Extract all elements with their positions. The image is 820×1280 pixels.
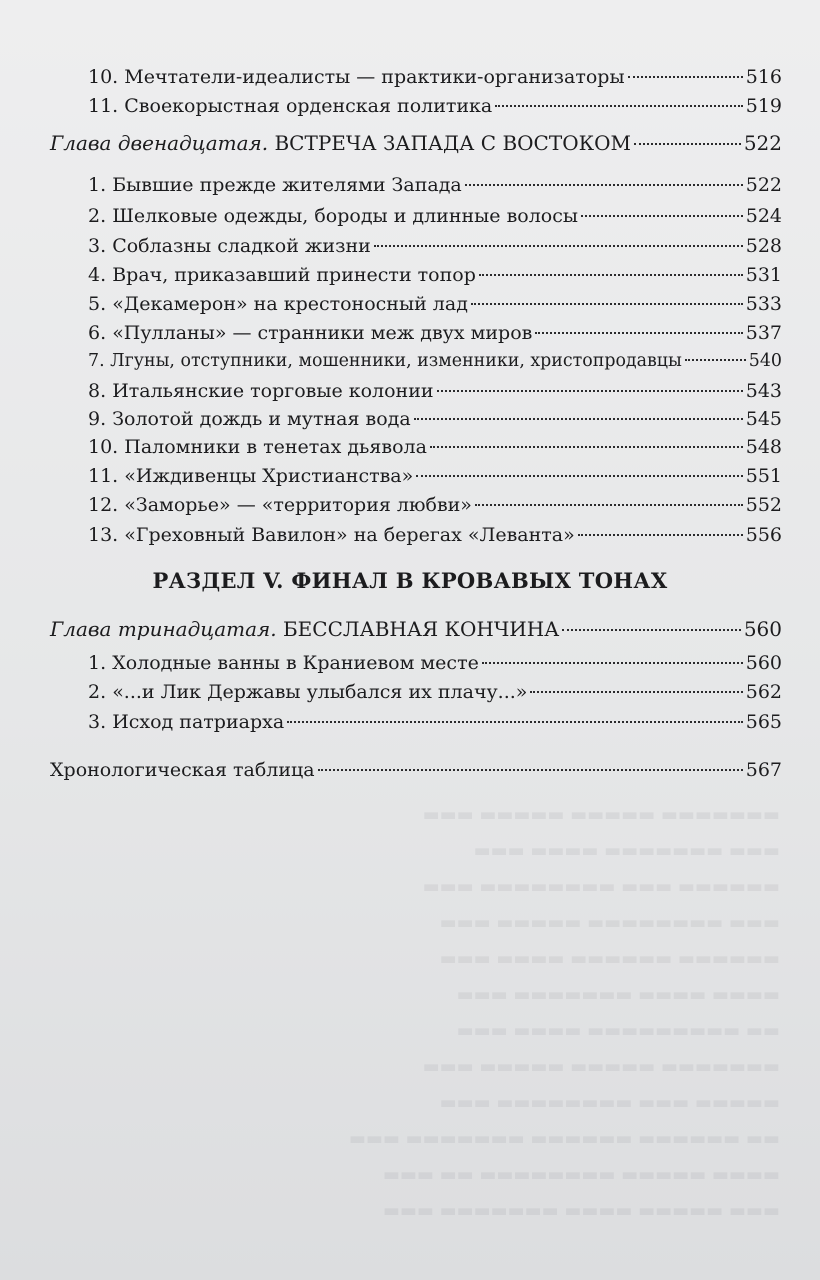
toc-entry: 10. Паломники в тенетах дьявола 548 (88, 436, 782, 458)
toc-entry: 9. Золотой дождь и мутная вода 545 (88, 408, 782, 430)
dot-leader (562, 628, 740, 631)
dot-leader (414, 417, 743, 420)
dot-leader (318, 768, 743, 771)
dot-leader (685, 358, 746, 361)
page-number: 543 (745, 380, 782, 402)
dot-leader (634, 142, 741, 145)
page-number: 533 (745, 293, 782, 315)
toc-entry: 2. «...и Лик Державы улыбался их плачу...» 562 (88, 681, 782, 703)
toc-entry: 3. Исход патриарха 565 (88, 711, 782, 733)
page-number: 560 (745, 652, 782, 674)
page-number: 548 (745, 436, 782, 458)
dot-leader (471, 302, 743, 305)
toc-entry: 1. Бывшие прежде жителями Запада 522 (88, 174, 782, 196)
dot-leader (495, 104, 742, 107)
toc-entry: 2. Шелковые одежды, бороды и длинные волосы 524 (88, 205, 782, 227)
dot-leader (475, 503, 743, 506)
page-number: 562 (745, 681, 782, 703)
page-number: 516 (745, 66, 782, 88)
toc-entry: 5. «Декамерон» на крестоносный лад 533 (88, 293, 782, 315)
dot-leader (287, 720, 743, 723)
dot-leader (530, 690, 742, 693)
toc-entry: 3. Соблазны сладкой жизни 528 (88, 235, 782, 257)
page-number: 522 (745, 174, 782, 196)
toc-entry-chronology: Хронологическая таблица 567 (50, 759, 782, 781)
page-number: 551 (745, 465, 782, 487)
page-number: 519 (745, 95, 782, 117)
dot-leader (430, 445, 743, 448)
dot-leader (479, 273, 743, 276)
dot-leader (416, 474, 742, 477)
toc-entry: 11. Своекорыстная орденская политика 519 (88, 95, 782, 117)
dot-leader (581, 214, 743, 217)
dot-leader (628, 75, 743, 78)
dot-leader (465, 183, 743, 186)
bleed-through-text: ▬▬▬ ▬▬▬▬▬ ▬▬▬▬ ▬▬▬▬▬▬▬ ▬▬▬ ▬▬▬▬ ▬▬▬▬▬ ▬▬▬▬▬▬▬▬ ▬▬ ▬▬▬ ▬▬ ▬▬▬▬▬▬ ▬▬▬▬▬▬ ▬▬▬▬▬▬▬ ▬▬▬ ▬▬▬▬▬ ▬▬▬ ▬▬▬▬▬▬▬▬ ▬▬▬ ▬▬▬▬▬▬▬ ▬▬▬▬▬ ▬▬▬▬▬ ▬▬▬ ▬▬ ▬▬▬▬▬▬▬▬▬ ▬▬▬▬ ▬▬▬ ▬▬▬▬ ▬▬▬▬ ▬▬▬▬▬▬▬ ▬▬▬ ▬▬▬▬▬▬ ▬▬▬▬▬▬ ▬▬▬▬ ▬▬▬ ▬▬▬ ▬▬▬▬▬▬▬▬ ▬▬▬▬▬ ▬▬▬ ▬▬▬▬▬▬ ▬▬▬ ▬▬▬▬▬▬▬▬ ▬▬▬ ▬▬▬ ▬▬▬▬▬▬▬ ▬▬▬▬ ▬▬▬ ▬▬▬▬▬▬▬ ▬▬▬▬▬ ▬▬▬▬▬ ▬▬▬ (348, 806, 780, 1223)
toc-entry: 12. «Заморье» — «территория любви» 552 (88, 494, 782, 516)
dot-leader (374, 244, 743, 247)
toc-entry: 10. Мечтатели-идеалисты — практики-организаторы 516 (88, 66, 782, 88)
chapter-heading: Глава двенадцатая. ВСТРЕЧА ЗАПАДА С ВОСТОКОМ 522 (50, 131, 782, 155)
page-number: 522 (743, 131, 782, 155)
dot-leader (482, 661, 743, 664)
dot-leader (578, 533, 743, 536)
toc-entry: 7. Лгуны, отступники, мошенники, изменники, христопродавцы 540 (88, 348, 782, 374)
toc-entry: 11. «Иждивенцы Христианства» 551 (88, 465, 782, 487)
dot-leader (437, 389, 743, 392)
page-number: 531 (745, 264, 782, 286)
page-number: 528 (745, 235, 782, 257)
toc-entry: 13. «Греховный Вавилон» на берегах «Леванта» 556 (88, 524, 782, 546)
page-number: 540 (748, 351, 782, 371)
toc-entry: 4. Врач, приказавший принести топор 531 (88, 264, 782, 286)
page-number: 545 (745, 408, 782, 430)
page-number: 552 (745, 494, 782, 516)
page-number: 560 (743, 617, 782, 641)
toc-entry: 1. Холодные ванны в Краниевом месте 560 (88, 652, 782, 674)
page-number: 524 (745, 205, 782, 227)
page-number: 567 (745, 759, 782, 781)
page-number: 565 (745, 711, 782, 733)
page-number: 556 (745, 524, 782, 546)
dot-leader (535, 331, 742, 334)
section-heading: РАЗДЕЛ V. ФИНАЛ В КРОВАВЫХ ТОНАХ (152, 568, 668, 593)
toc-entry: 6. «Пулланы» — странники меж двух миров 537 (88, 322, 782, 344)
toc-entry: 8. Итальянские торговые колонии 543 (88, 380, 782, 402)
page-number: 537 (745, 322, 782, 344)
chapter-heading: Глава тринадцатая. БЕССЛАВНАЯ КОНЧИНА 560 (50, 617, 782, 641)
